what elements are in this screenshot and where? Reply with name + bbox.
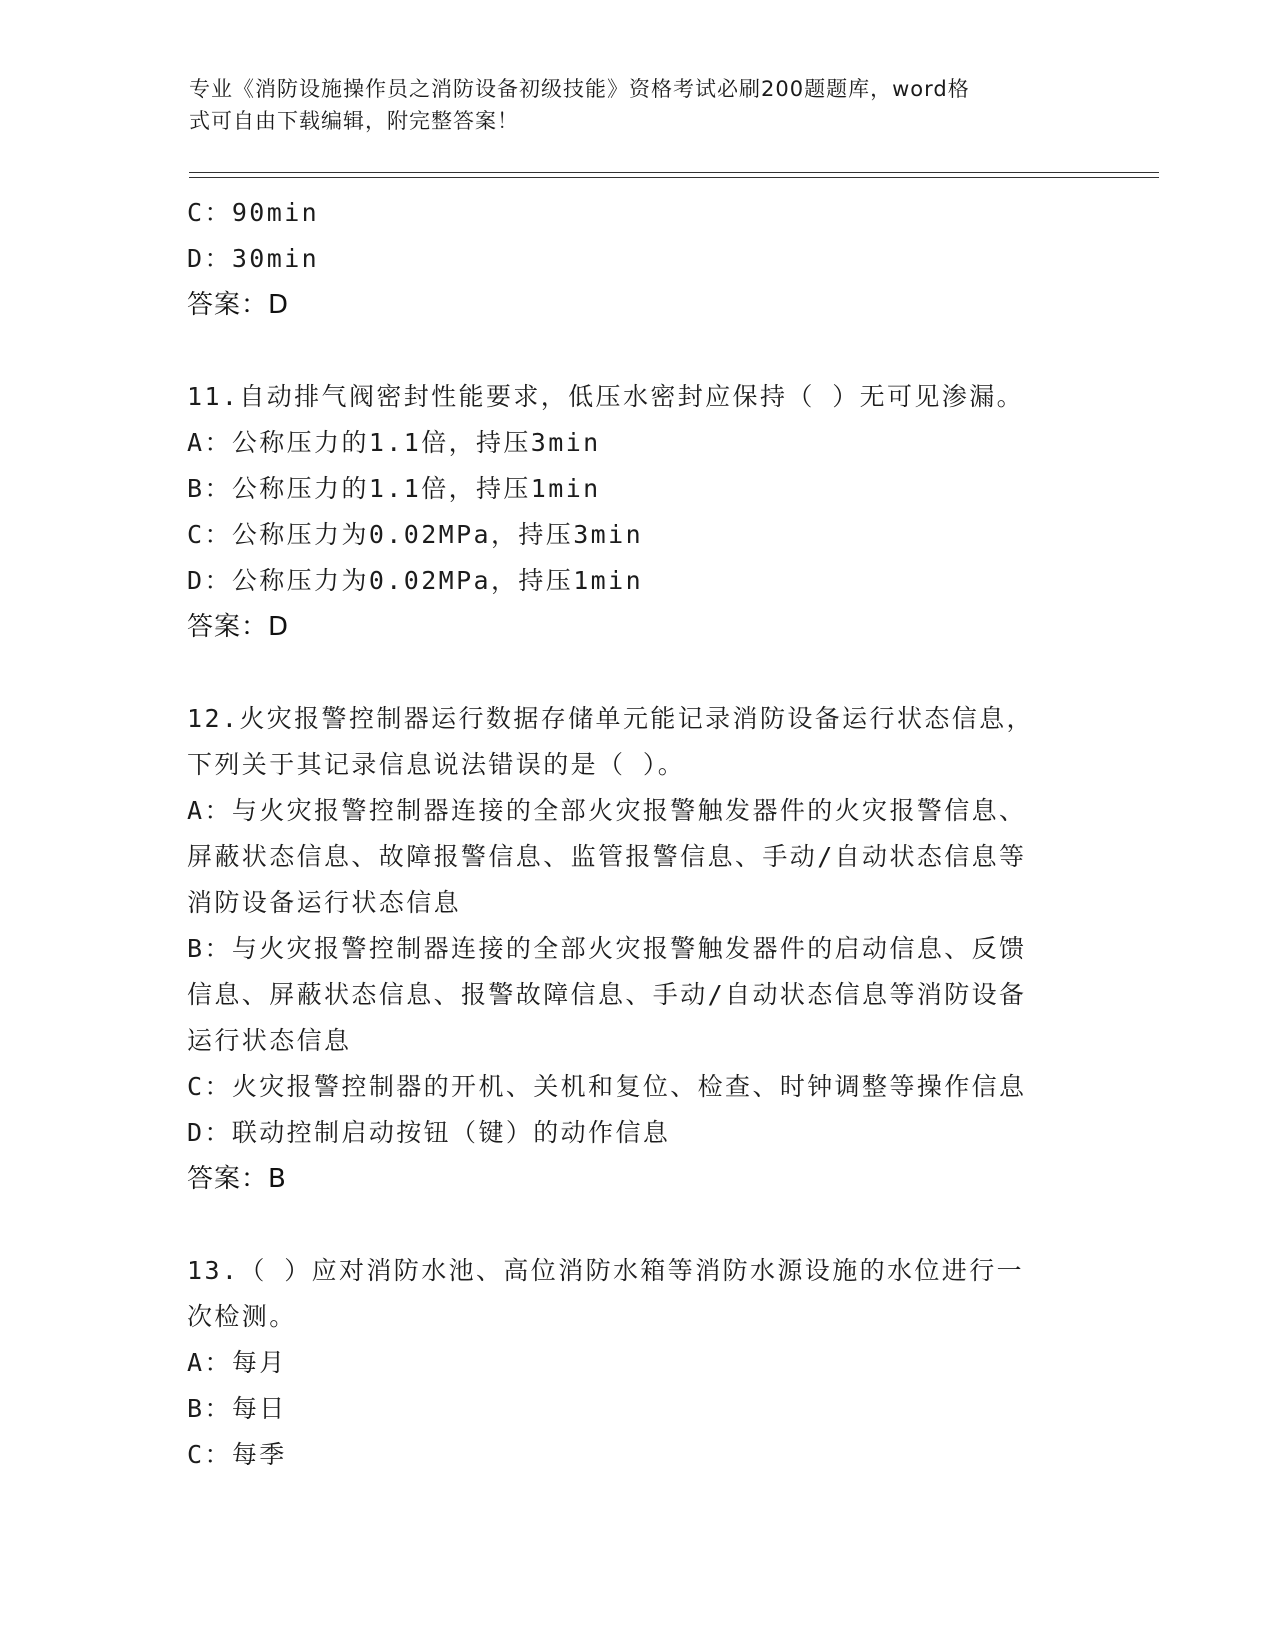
q12-answer: 答案：B [187,1164,287,1194]
q11-option-d: D：公称压力为0.02MPa，持压1min [187,566,644,595]
q11-question: 11.自动排气阀密封性能要求，低压水密封应保持（ ）无可见渗漏。 [187,382,1025,411]
question-content [187,190,1087,1478]
spacer [187,650,1087,696]
document-header [189,73,1079,137]
header-title-line-2: 式可自由下载编辑，附完整答案！ [189,109,519,133]
q11-option-b: B：公称压力的1.1倍，持压1min [187,474,601,503]
prev-option-c: C：90min [187,198,320,227]
prev-answer: 答案：D [187,290,290,320]
q12-question-line-1: 12.火灾报警控制器运行数据存储单元能记录消防设备运行状态信息， [187,704,1034,733]
q11-option-a: A：公称压力的1.1倍，持压3min [187,428,601,457]
q12-option-a-line-3: 消防设备运行状态信息 [187,888,462,917]
q13-option-a: A：每月 [187,1348,287,1377]
spacer [187,1202,1087,1248]
q12-question-line-2: 下列关于其记录信息说法错误的是（ ）。 [187,750,686,779]
q12-option-b-line-2: 信息、屏蔽状态信息、报警故障信息、手动/自动状态信息等消防设备 [187,980,1027,1009]
q11-option-c: C：公称压力为0.02MPa，持压3min [187,520,644,549]
q12-option-d: D：联动控制启动按钮（键）的动作信息 [187,1118,671,1147]
q12-option-b-line-3: 运行状态信息 [187,1026,352,1055]
q13-question-line-2: 次检测。 [187,1302,297,1331]
prev-option-d: D：30min [187,244,320,273]
spacer [187,328,1087,374]
q13-option-c: C：每季 [187,1440,287,1469]
q12-option-a-line-1: A：与火灾报警控制器连接的全部火灾报警触发器件的火灾报警信息、 [187,796,1027,825]
q13-option-b: B：每日 [187,1394,287,1423]
q12-option-a-line-2: 屏蔽状态信息、故障报警信息、监管报警信息、手动/自动状态信息等 [187,842,1027,871]
header-title-line-1: 专业《消防设施操作员之消防设备初级技能》资格考试必刷200题题库，word格 [189,77,970,101]
q13-question-line-1: 13.（ ）应对消防水池、高位消防水箱等消防水源设施的水位进行一 [187,1256,1025,1285]
header-divider-top [189,172,1159,173]
q12-option-c: C：火灾报警控制器的开机、关机和复位、检查、时钟调整等操作信息 [187,1072,1027,1101]
header-divider-bottom [189,177,1159,178]
q11-answer: 答案：D [187,612,290,642]
q12-option-b-line-1: B：与火灾报警控制器连接的全部火灾报警触发器件的启动信息、反馈 [187,934,1027,963]
